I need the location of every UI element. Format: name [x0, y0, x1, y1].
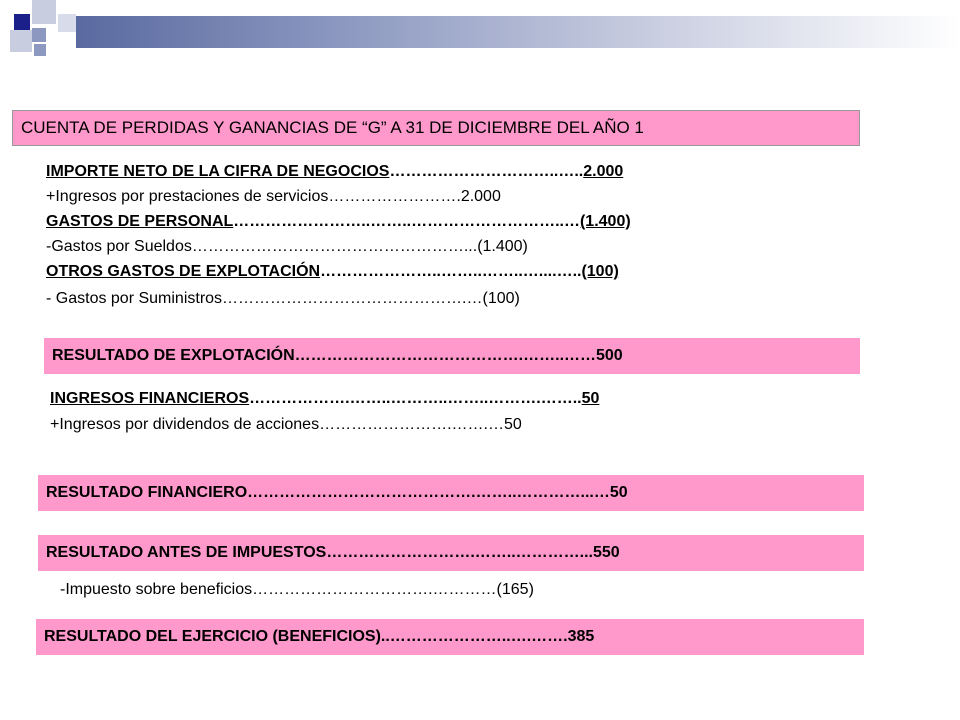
gastos-sueldos-line: -Gastos por Sueldos……………………………………………...(1.400)	[46, 238, 528, 255]
ingresos-financieros-line	[50, 388, 599, 410]
importe-neto-label: IMPORTE NETO DE LA CIFRA DE NEGOCIOS	[46, 163, 390, 180]
gastos-personal-value: (1.400)	[579, 213, 631, 230]
header-gradient-bar	[76, 16, 960, 48]
ingresos-dividendos-line: +Ingresos por dividendos de acciones…………………….…….…50	[50, 416, 522, 433]
importe-neto-value: 2.000	[583, 163, 624, 180]
deco-square-light-1	[32, 0, 56, 24]
statement-title: CUENTA DE PERDIDAS Y GANANCIAS DE “G” A 31 DE DICIEMBRE DEL AÑO 1	[12, 110, 860, 146]
gastos-personal-dots: ……………………..……..………………………..…	[233, 213, 580, 230]
resultado-antes-impuestos-box: RESULTADO ANTES DE IMPUESTOS……………………….……..…………...550	[38, 535, 864, 571]
resultado-ejercicio-box: RESULTADO DEL EJERCICIO (BENEFICIOS)..…………………..….…….385	[36, 619, 864, 655]
ingresos-financieros-value: 50	[581, 390, 600, 407]
otros-gastos-value: (100)	[581, 263, 619, 280]
importe-neto-line	[46, 161, 623, 183]
deco-square-navy-1	[14, 14, 30, 30]
resultado-financiero-box: RESULTADO FINANCIERO…………………………………….……..…………...…50	[38, 475, 864, 511]
deco-square-navy-2	[34, 44, 46, 56]
deco-square-mid	[32, 28, 46, 42]
gastos-suministros-line: - Gastos por Suministros……………………………………….…(100)	[46, 290, 520, 307]
ingresos-financieros-dots: ……………….……..………..……..……….……..	[249, 390, 582, 407]
deco-square-light-3	[58, 14, 76, 32]
ingresos-prestaciones-line: +Ingresos por prestaciones de servicios…………………….2.000	[46, 188, 501, 205]
deco-square-light-2	[10, 30, 32, 52]
otros-gastos-line	[46, 261, 619, 283]
resultado-explotacion-box: RESULTADO DE EXPLOTACIÓN…………………………………….……..……500	[44, 338, 860, 374]
ingresos-financieros-label: INGRESOS FINANCIEROS	[50, 390, 250, 407]
impuesto-beneficios-line: -Impuesto sobre beneficios…………………………….…………(165)	[60, 581, 534, 598]
otros-gastos-label: OTROS GASTOS DE EXPLOTACIÓN	[46, 263, 321, 280]
otros-gastos-dots: …………………..……..……..…....…..	[320, 263, 582, 280]
gastos-personal-label: GASTOS DE PERSONAL	[46, 213, 234, 230]
importe-neto-dots: …………………………..…..	[389, 163, 584, 180]
gastos-personal-line	[46, 211, 631, 233]
